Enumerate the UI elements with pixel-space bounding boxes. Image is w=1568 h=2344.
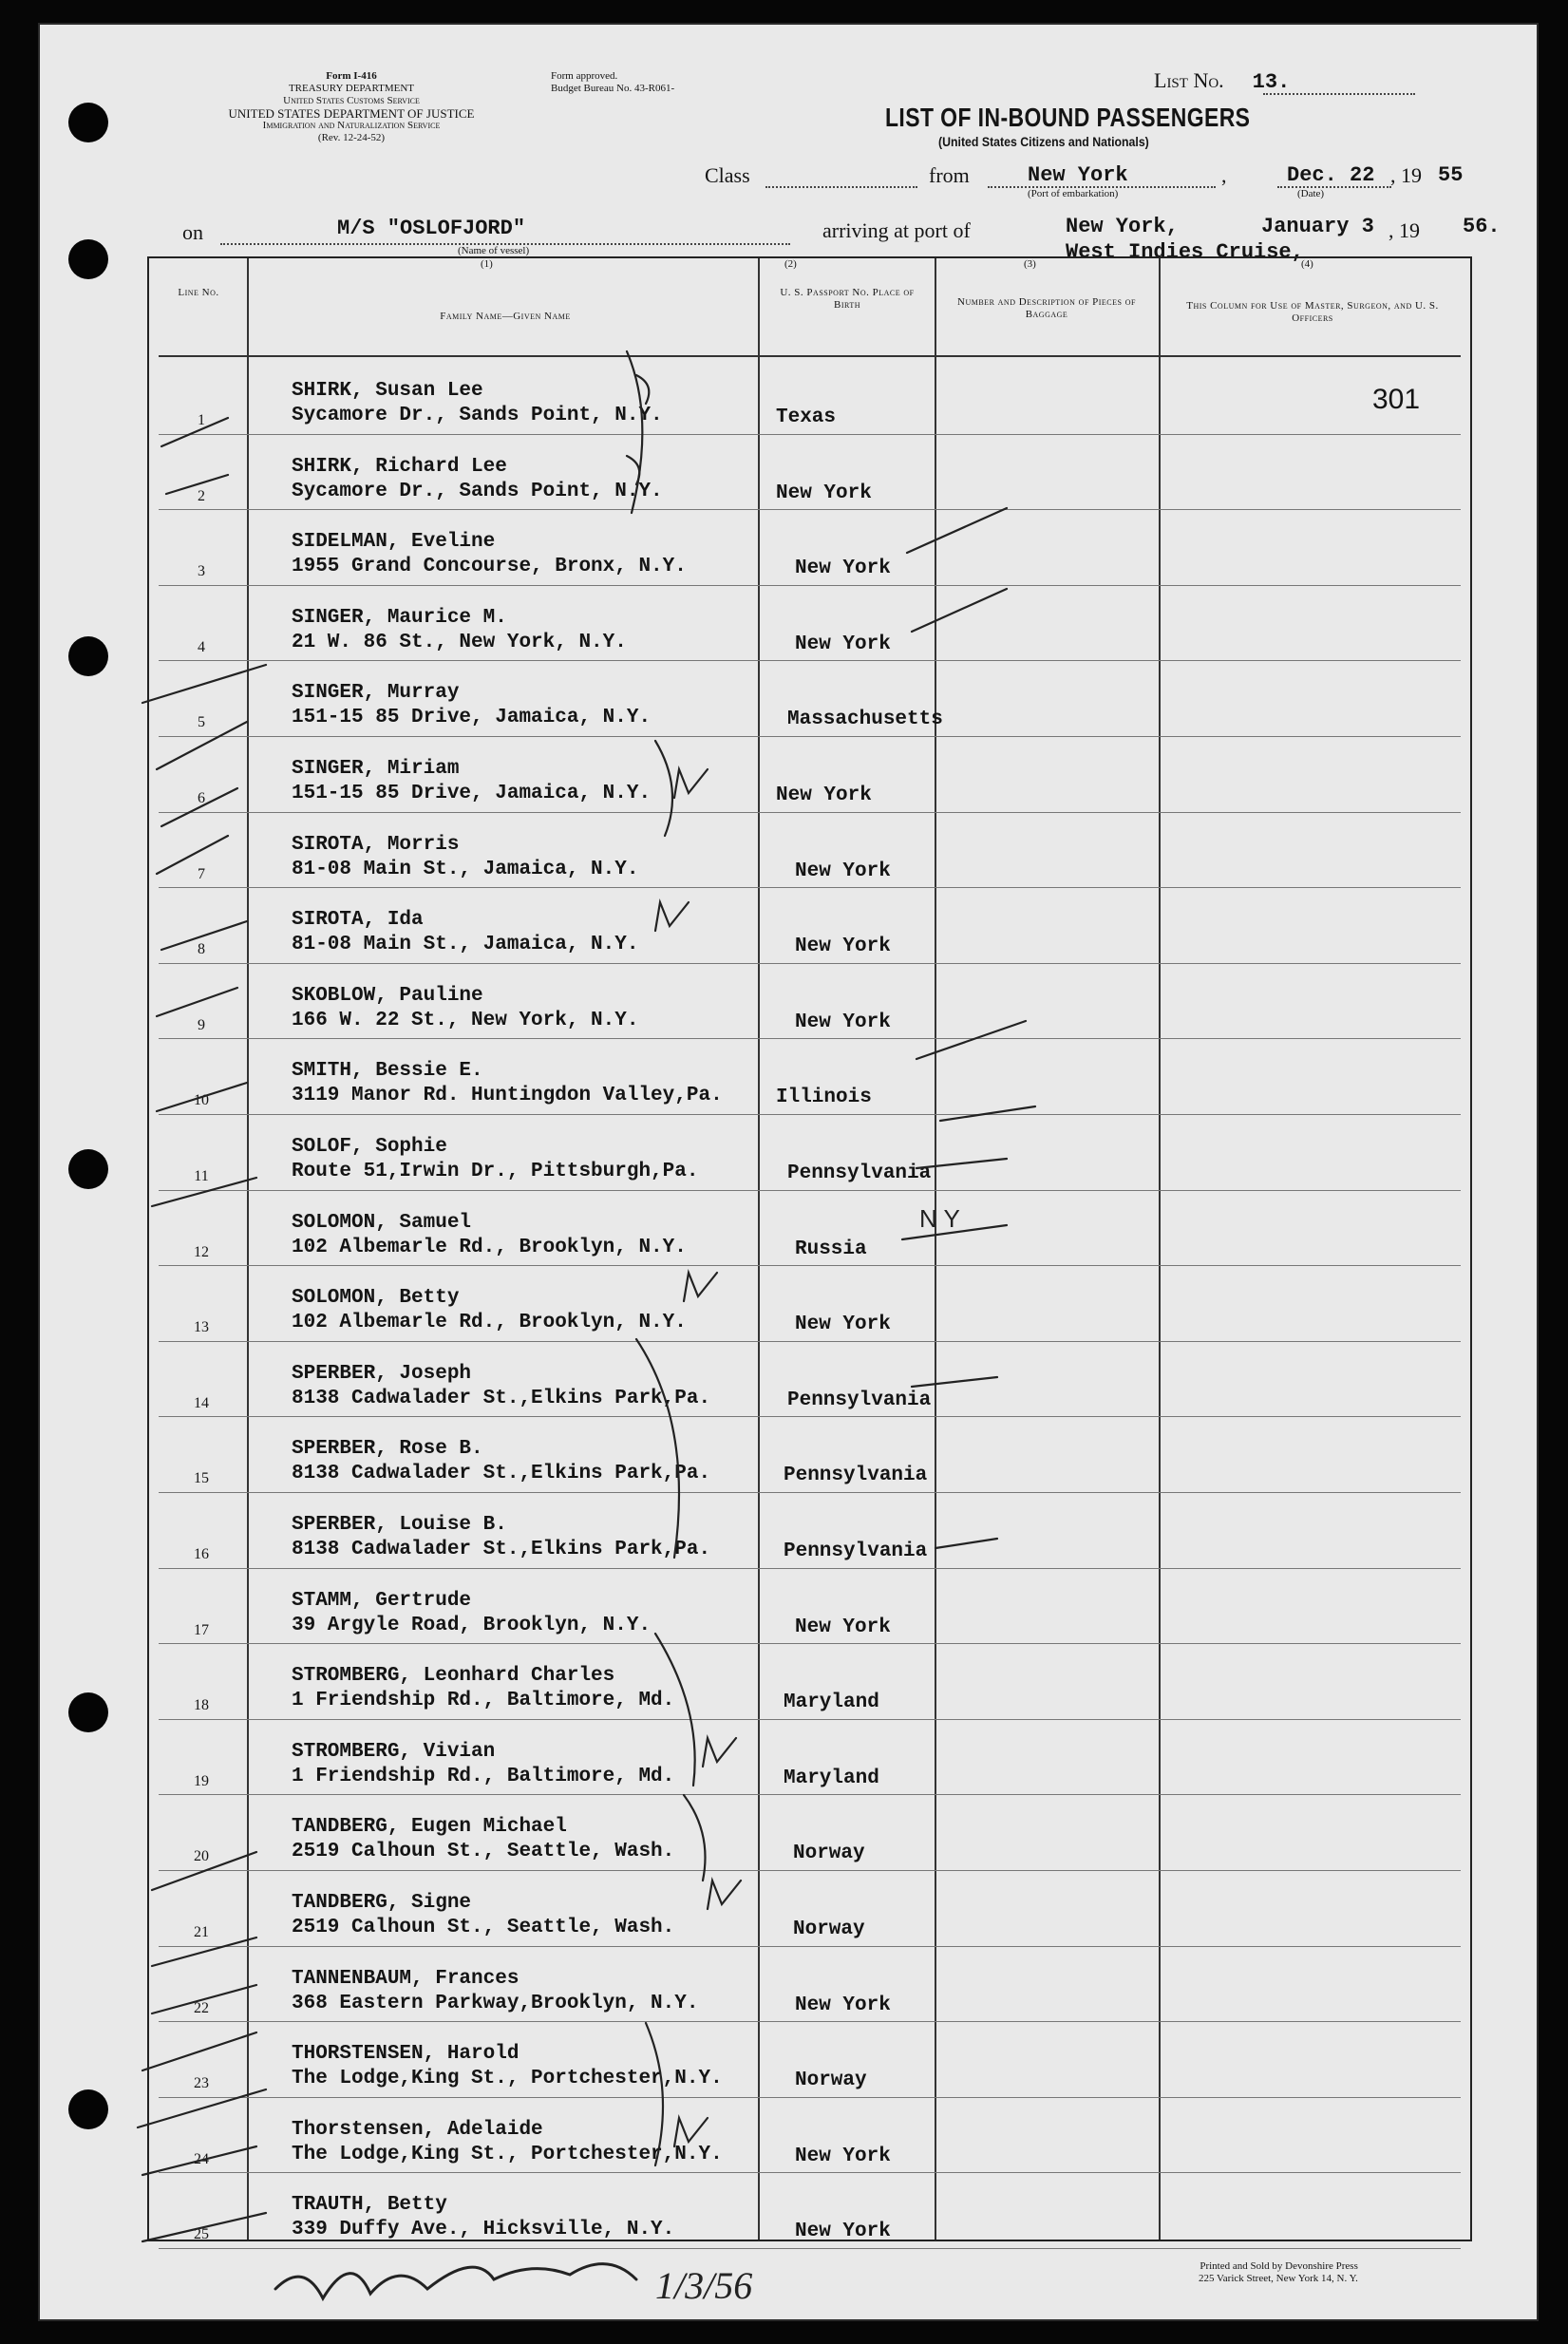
table-row — [149, 359, 1470, 435]
passenger-name: TRAUTH, Betty — [292, 2194, 447, 2217]
line-number: 7 — [198, 865, 205, 882]
place-of-birth: New York — [795, 1616, 891, 1638]
passenger-name: TANDBERG, Eugen Michael — [292, 1816, 567, 1839]
place-of-birth: Pennsylvania — [784, 1541, 928, 1562]
place-of-birth: New York — [795, 1994, 891, 2016]
table-row — [149, 1947, 1470, 2023]
class-field — [765, 186, 917, 188]
place-of-birth: Texas — [776, 406, 837, 428]
table-row — [149, 1795, 1470, 1871]
table-row — [149, 1644, 1470, 1720]
header-baggage: Number and Description of Pieces of Baggage — [957, 296, 1136, 320]
place-of-birth: Pennsylvania — [787, 1163, 932, 1184]
treasury-dept: TREASURY DEPARTMENT — [288, 83, 415, 94]
form-approved-text: Form approved. — [551, 70, 618, 82]
passenger-address: 21 W. 86 St., New York, N.Y. — [292, 631, 627, 653]
passenger-name: SINGER, Miriam — [292, 758, 460, 780]
line-number: 19 — [194, 1772, 209, 1789]
line-number: 6 — [198, 790, 205, 806]
passenger-name: SHIRK, Susan Lee — [292, 380, 483, 402]
passenger-address: 1 Friendship Rd., Baltimore, Md. — [292, 1690, 675, 1712]
ny-annotation: N Y — [919, 1204, 960, 1233]
line-number: 10 — [194, 1092, 209, 1109]
arrival-port: New York, — [1066, 215, 1179, 238]
arriving-label: arriving at port of — [822, 218, 971, 242]
passenger-address: 81-08 Main St., Jamaica, N.Y. — [292, 858, 639, 880]
budget-bureau-text: Budget Bureau No. 43-R061- — [551, 83, 675, 94]
ins-service: Immigration and Naturalization Service — [262, 120, 441, 131]
list-number — [1154, 68, 1290, 94]
table-row — [149, 1266, 1470, 1342]
line-number: 20 — [194, 1848, 209, 1865]
passenger-name: SIROTA, Ida — [292, 909, 424, 932]
arrival-date: January 3 — [1261, 215, 1374, 238]
place-of-birth: New York — [776, 784, 872, 806]
passenger-address: 8138 Cadwalader St.,Elkins Park,Pa. — [292, 1539, 711, 1560]
passenger-address: 1955 Grand Concourse, Bronx, N.Y. — [292, 556, 687, 578]
passenger-name: STROMBERG, Vivian — [292, 1740, 496, 1763]
table-row — [149, 1039, 1470, 1115]
embark-year: 55 — [1438, 163, 1464, 187]
passenger-address: Route 51,Irwin Dr., Pittsburgh,Pa. — [292, 1161, 699, 1182]
passenger-address: 2519 Calhoun St., Seattle, Wash. — [292, 1917, 675, 1938]
line-number: 17 — [194, 1621, 209, 1638]
passenger-name: SOLOMON, Samuel — [292, 1211, 472, 1234]
col-num-4: (4) — [1301, 258, 1313, 270]
page-title: LIST OF IN-BOUND PASSENGERS — [885, 103, 1251, 132]
binder-hole — [68, 2089, 108, 2129]
table-row — [149, 1342, 1470, 1418]
embark-port: New York — [1028, 163, 1128, 187]
line-number: 22 — [194, 1999, 209, 2016]
binder-hole — [68, 636, 108, 676]
form-revision: (Rev. 12-24-52) — [317, 132, 386, 143]
line-number: 11 — [194, 1168, 209, 1184]
passenger-address: 81-08 Main St., Jamaica, N.Y. — [292, 934, 639, 956]
passenger-address: 339 Duffy Ave., Hicksville, N.Y. — [292, 2219, 675, 2241]
col-num-2: (2) — [784, 258, 797, 270]
line-number: 23 — [194, 2075, 209, 2092]
customs-service: United States Customs Service — [283, 95, 420, 106]
passenger-name: SMITH, Bessie E. — [292, 1060, 483, 1083]
line-number: 25 — [194, 2226, 209, 2243]
list-no-value: 13. — [1252, 70, 1291, 94]
line-number: 3 — [198, 563, 205, 580]
line-number: 15 — [194, 1470, 209, 1487]
table-row — [149, 2022, 1470, 2098]
passenger-name: SHIRK, Richard Lee — [292, 455, 507, 478]
passenger-address: 8138 Cadwalader St.,Elkins Park,Pa. — [292, 1463, 711, 1485]
place-of-birth: New York — [795, 558, 891, 580]
passenger-address: 151-15 85 Drive, Jamaica, N.Y. — [292, 707, 652, 729]
binder-hole — [68, 103, 108, 142]
table-row — [149, 586, 1470, 662]
passenger-address: 1 Friendship Rd., Baltimore, Md. — [292, 1765, 675, 1787]
line-number: 1 — [198, 412, 205, 428]
vessel-name: M/S "OSLOFJORD" — [337, 217, 526, 240]
line-number: 2 — [198, 487, 205, 504]
cruise-label: West Indies Cruise, — [1066, 240, 1304, 264]
form-number: Form I-416 — [326, 70, 377, 82]
passenger-name: SPERBER, Louise B. — [292, 1514, 507, 1536]
passenger-name: SIROTA, Morris — [292, 833, 460, 856]
passenger-address: 8138 Cadwalader St.,Elkins Park,Pa. — [292, 1387, 711, 1409]
arrival-year-prefix: , 19 — [1389, 218, 1420, 242]
table-row — [149, 813, 1470, 889]
embark-date: Dec. 22 — [1287, 163, 1375, 187]
passenger-address: 102 Albemarle Rd., Brooklyn, N.Y. — [292, 1236, 687, 1258]
embark-date-line — [1277, 186, 1391, 188]
line-number: 16 — [194, 1546, 209, 1562]
passenger-address: 102 Albemarle Rd., Brooklyn, N.Y. — [292, 1312, 687, 1334]
table-row — [149, 2173, 1470, 2249]
line-number: 21 — [194, 1924, 209, 1940]
passenger-address: 39 Argyle Road, Brooklyn, N.Y. — [292, 1614, 652, 1636]
place-of-birth: Pennsylvania — [787, 1389, 932, 1411]
place-of-birth: New York — [795, 2221, 891, 2243]
place-of-birth: Massachusetts — [787, 709, 943, 731]
passenger-name: SOLOMON, Betty — [292, 1287, 460, 1310]
passenger-name: SINGER, Murray — [292, 682, 460, 705]
passenger-table — [147, 256, 1472, 2241]
printer-imprint — [1199, 2260, 1358, 2285]
handwritten-date: 1/3/56 — [655, 2264, 753, 2307]
passenger-name: TANNENBAUM, Frances — [292, 1967, 520, 1990]
header-officers: This Column for Use of Master, Surgeon, and U. S. Officers — [1186, 300, 1439, 324]
table-row — [149, 964, 1470, 1040]
place-of-birth: New York — [795, 2145, 891, 2167]
line-number: 4 — [198, 638, 205, 655]
comma-sep: , — [1221, 163, 1227, 187]
line-number: 9 — [198, 1016, 205, 1033]
header-rule — [159, 355, 1461, 357]
table-row — [149, 1417, 1470, 1493]
from-label: from — [929, 163, 970, 187]
list-no-line — [1263, 93, 1415, 95]
passenger-address: The Lodge,King St., Portchester,N.Y. — [292, 2068, 723, 2090]
table-row — [149, 435, 1470, 511]
justice-dept: UNITED STATES DEPARTMENT OF JUSTICE — [228, 106, 475, 121]
class-label: Class — [705, 163, 750, 187]
table-row — [149, 888, 1470, 964]
printer-line-2: 225 Varick Street, New York 14, N. Y. — [1199, 2273, 1358, 2284]
table-row — [149, 661, 1470, 737]
passenger-name: SPERBER, Joseph — [292, 1362, 472, 1385]
header-name: Family Name—Given Name — [440, 311, 571, 322]
place-of-birth: Norway — [793, 1919, 865, 1940]
table-row — [149, 510, 1470, 586]
passenger-name: THORSTENSEN, Harold — [292, 2043, 520, 2066]
binder-hole — [68, 1149, 108, 1189]
passenger-address: Sycamore Dr., Sands Point, N.Y. — [292, 480, 663, 502]
line-number: 24 — [194, 2150, 209, 2167]
binder-hole — [68, 239, 108, 279]
place-of-birth: New York — [776, 482, 872, 504]
passenger-address: The Lodge,King St., Portchester,N.Y. — [292, 2143, 723, 2165]
passenger-name: SKOBLOW, Pauline — [292, 984, 483, 1007]
arrival-year: 56. — [1463, 215, 1501, 238]
header-line-no: Line No. — [178, 287, 219, 298]
place-of-birth: Illinois — [776, 1087, 872, 1109]
vessel-caption: (Name of vessel) — [458, 245, 530, 256]
table-row — [149, 2098, 1470, 2174]
place-of-birth: Norway — [793, 1843, 865, 1865]
table-row — [149, 1493, 1470, 1569]
passenger-name: SOLOF, Sophie — [292, 1136, 447, 1158]
on-label: on — [182, 220, 203, 244]
line-number: 13 — [194, 1319, 209, 1336]
passenger-name: SPERBER, Rose B. — [292, 1438, 483, 1461]
table-row — [149, 1569, 1470, 1645]
form-approval — [551, 70, 674, 95]
line-number: 12 — [194, 1243, 209, 1260]
place-of-birth: Russia — [795, 1238, 867, 1260]
row-rule — [159, 2248, 1461, 2249]
printer-line-1: Printed and Sold by Devonshire Press — [1200, 2260, 1358, 2272]
passenger-address: 368 Eastern Parkway,Brooklyn, N.Y. — [292, 1992, 699, 2014]
place-of-birth: New York — [795, 1011, 891, 1033]
place-of-birth: Maryland — [784, 1692, 879, 1714]
date-caption: (Date) — [1297, 188, 1325, 199]
place-of-birth: Norway — [795, 2070, 867, 2092]
col-num-3: (3) — [1024, 258, 1036, 270]
place-of-birth: New York — [795, 860, 891, 882]
passenger-name: SIDELMAN, Eveline — [292, 531, 496, 554]
table-row — [149, 1191, 1470, 1267]
place-of-birth: New York — [795, 1314, 891, 1336]
table-row — [149, 1720, 1470, 1796]
place-of-birth: New York — [795, 633, 891, 655]
passenger-name: STAMM, Gertrude — [292, 1589, 472, 1612]
line-number: 8 — [198, 941, 205, 958]
passenger-address: 151-15 85 Drive, Jamaica, N.Y. — [292, 783, 652, 804]
passenger-name: SINGER, Maurice M. — [292, 606, 507, 629]
place-of-birth: Maryland — [784, 1767, 879, 1789]
place-of-birth: Pennsylvania — [784, 1465, 928, 1487]
vessel-col-num: (1) — [481, 258, 493, 270]
passenger-name: TANDBERG, Signe — [292, 1892, 472, 1914]
binder-hole — [68, 1692, 108, 1732]
passenger-address: 166 W. 22 St., New York, N.Y. — [292, 1009, 639, 1031]
form-id-block — [176, 70, 527, 144]
embark-caption: (Port of embarkation) — [1028, 188, 1119, 199]
passenger-address: Sycamore Dr., Sands Point, N.Y. — [292, 405, 663, 426]
table-row — [149, 1871, 1470, 1947]
embark-year-prefix: , 19 — [1390, 163, 1422, 187]
officer-number: 301 — [1372, 384, 1421, 415]
line-number: 18 — [194, 1697, 209, 1714]
passenger-name: Thorstensen, Adelaide — [292, 2118, 543, 2141]
table-row — [149, 1115, 1470, 1191]
header-passport: U. S. Passport No. Place of Birth — [780, 287, 915, 311]
page-subtitle: (United States Citizens and Nationals) — [938, 134, 1149, 149]
passenger-name: STROMBERG, Leonhard Charles — [292, 1665, 615, 1688]
table-row — [149, 737, 1470, 813]
place-of-birth: New York — [795, 936, 891, 958]
passenger-address: 3119 Manor Rd. Huntingdon Valley,Pa. — [292, 1085, 723, 1107]
line-number: 14 — [194, 1394, 209, 1411]
line-number: 5 — [198, 714, 205, 731]
list-no-label: List No. — [1154, 68, 1224, 92]
passenger-address: 2519 Calhoun St., Seattle, Wash. — [292, 1841, 675, 1863]
